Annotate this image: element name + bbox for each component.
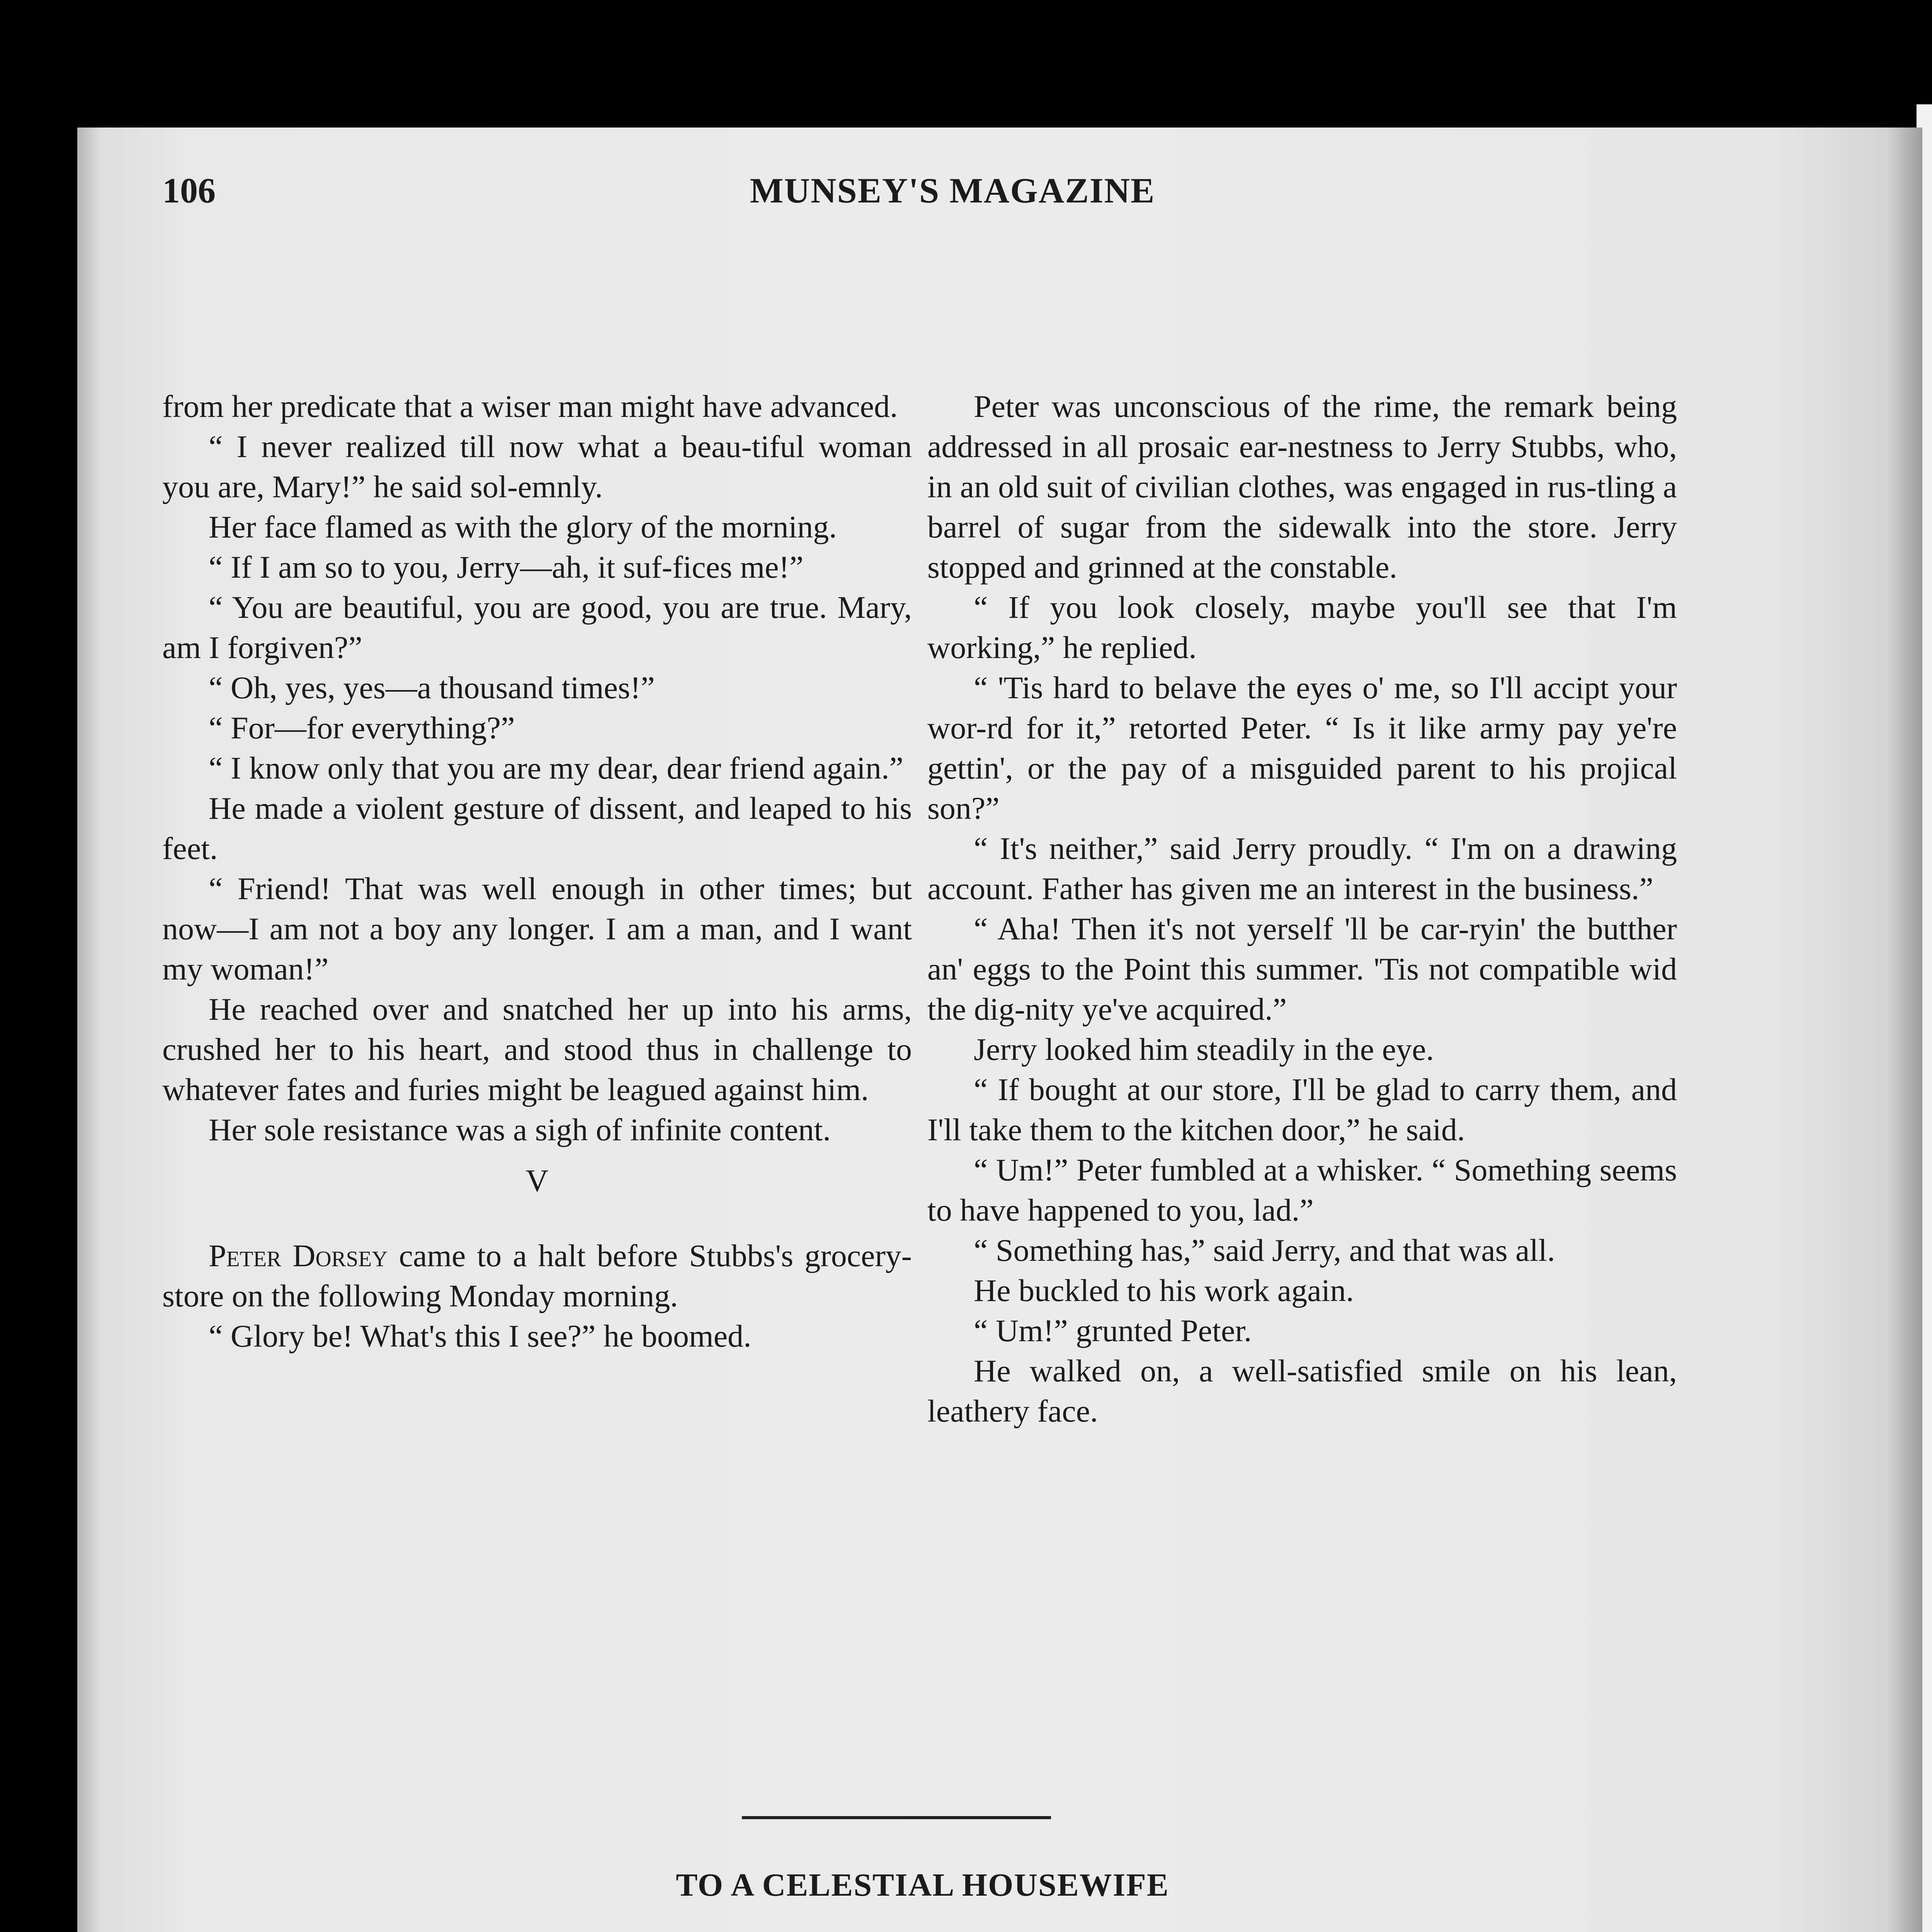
paragraph: “ If I am so to you, Jerry—ah, it suf-fices me!” (209, 549, 804, 585)
character-name: Peter Dorsey (209, 1238, 388, 1273)
paragraph: “ Oh, yes, yes—a thousand times!” (209, 670, 655, 705)
paragraph: “ For—for everything?” (209, 710, 515, 745)
paragraph: Her face flamed as with the glory of the morning. (209, 509, 837, 544)
paragraph: “ Um!” Peter fumbled at a whisker. “ Something seems to have happened to you, lad.” (927, 1152, 1677, 1228)
paragraph: “ If bought at our store, I'll be glad to carry them, and I'll take them to the kitchen door,” he said. (927, 1072, 1677, 1147)
paragraph: “ If you look closely, maybe you'll see that I'm working,” he replied. (927, 590, 1677, 665)
paragraph (162, 1236, 912, 1316)
paragraph: from her predicate that a wiser man might have advanced. (162, 389, 898, 424)
paragraph: “ I know only that you are my dear, dear friend again.” (209, 750, 903, 786)
page-shadow-left (77, 128, 100, 1932)
paragraph: “ Glory be! What's this I see?” he boomed. (209, 1318, 752, 1354)
paragraph: “ You are beautiful, you are good, you are true. Mary, am I forgiven?” (162, 590, 912, 665)
section-divider-rule (742, 1816, 1051, 1819)
paragraph: Jerry looked him steadily in the eye. (974, 1032, 1434, 1067)
paragraph: He reached over and snatched her up into his arms, crushed her to his heart, and stood thus in challenge to whatever fates and furies might be leagued against him. (162, 992, 912, 1107)
paragraph: He buckled to his work again. (974, 1273, 1354, 1308)
paragraph: He made a violent gesture of dissent, and leaped to his feet. (162, 791, 912, 866)
paragraph: “ Something has,” said Jerry, and that was all. (974, 1233, 1555, 1268)
paragraph: “ Friend! That was well enough in other times; but now—I am not a boy any longer. I am a man, and I want my woman!” (162, 871, 912, 986)
page-header (162, 170, 1743, 224)
page-shadow-right (1888, 128, 1922, 1932)
paragraph: Her sole resistance was a sigh of infinite content. (209, 1112, 831, 1147)
paragraph: He walked on, a well-satisfied smile on his lean, leathery face. (927, 1353, 1677, 1429)
paragraph: “ 'Tis hard to belave the eyes o' me, so I'll accipt your wor-rd for it,” retorted Peter. “ Is it like army pay ye're gettin', or the pay of a misguided parent to his projical son?” (927, 670, 1677, 826)
paragraph: Peter was unconscious of the rime, the remark being addressed in all prosaic ear-nestness to Jerry Stubbs, who, in an old suit of civilian clothes, was engaged in rus-tling a barrel of sugar from the sidewalk into the store. Jerry stopped and grinned at the constable. (927, 389, 1677, 585)
paragraph: “ I never realized till now what a beau-tiful woman you are, Mary!” he said sol-emnly. (162, 429, 912, 504)
right-column (927, 386, 1677, 1431)
left-column (162, 386, 912, 1356)
page-number: 106 (162, 171, 216, 210)
section-number: V (526, 1163, 549, 1198)
paragraph: “ Um!” grunted Peter. (974, 1313, 1252, 1348)
running-title: MUNSEY'S MAGAZINE (750, 171, 1155, 210)
paragraph: “ It's neither,” said Jerry proudly. “ I'm on a drawing account. Father has given me an interest in the business.” (927, 831, 1677, 906)
poem-title: TO A CELESTIAL HOUSEWIFE (676, 1867, 1169, 1903)
paragraph-text: came to a halt before Stubbs's grocery-store on the following Monday morning. (162, 1238, 912, 1313)
paragraph: “ Aha! Then it's not yerself 'll be car-ryin' the butther an' eggs to the Point this summer. 'Tis not compatible wid the dig-nity ye've acquired.” (927, 911, 1677, 1027)
